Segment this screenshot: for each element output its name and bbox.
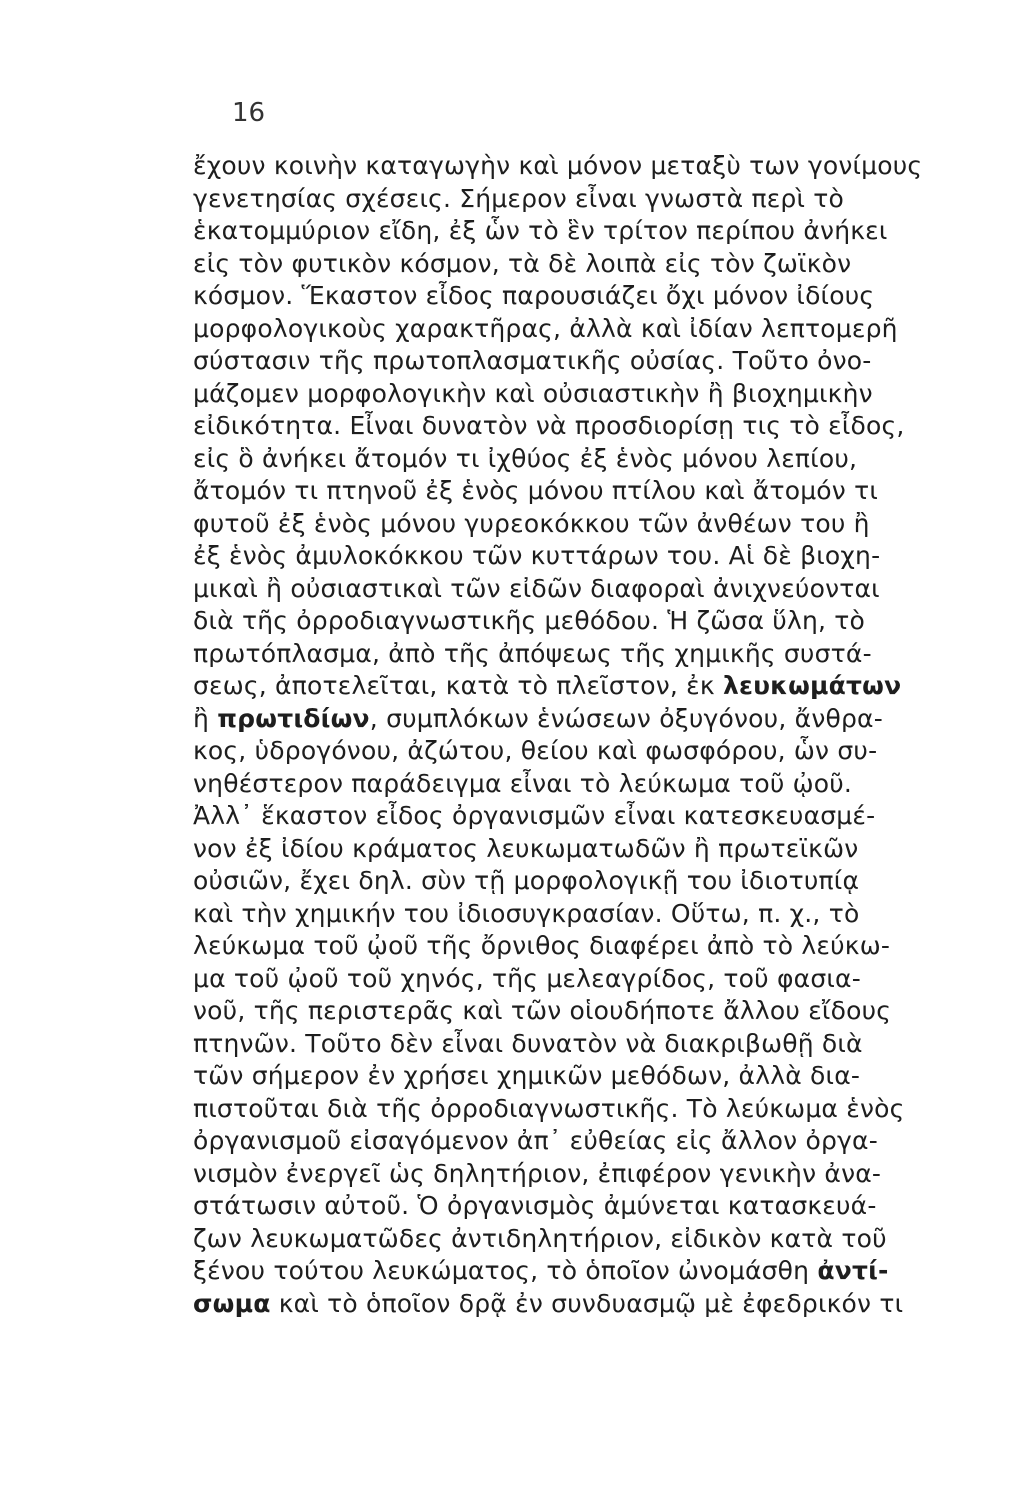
text-segment: νον ἐξ ἰδίου κράματος λευκωματωδῶν ἢ πρωτεϊκῶν bbox=[193, 833, 859, 863]
text-segment: φυτοῦ ἐξ ἑνὸς μόνου γυρεοκόκκου τῶν ἀνθέων του ἢ bbox=[193, 508, 870, 538]
text-line bbox=[193, 735, 923, 768]
text-line bbox=[193, 1190, 923, 1223]
text-line bbox=[193, 475, 923, 508]
text-segment: , συμπλόκων ἑνώσεων ὀξυγόνου, ἄνθρα- bbox=[369, 703, 883, 733]
text-line bbox=[193, 573, 923, 606]
text-line bbox=[193, 248, 923, 281]
text-segment: καὶ τὴν χημικήν του ἰδιοσυγκρασίαν. Οὕτω, π. χ., τὸ bbox=[193, 898, 860, 928]
text-segment: νοῦ, τῆς περιστερᾶς καὶ τῶν οἱουδήποτε ἄλλου εἴδους bbox=[193, 996, 892, 1025]
text-line bbox=[193, 703, 923, 736]
text-segment: διὰ τῆς ὀρροδιαγνωστικῆς μεθόδου. Ἡ ζῶσα ὕλη, τὸ bbox=[193, 606, 866, 635]
text-segment: πρωτόπλασμα, ἀπὸ τῆς ἀπόψεως τῆς χημικῆς συστά- bbox=[193, 638, 872, 668]
text-line bbox=[193, 1125, 923, 1158]
text-segment: ἄτομόν τι πτηνοῦ ἐξ ἑνὸς μόνου πτίλου καὶ ἄτομόν τι bbox=[193, 476, 879, 505]
text-segment: πτηνῶν. Τοῦτο δὲν εἶναι δυνατὸν νὰ διακριβωθῇ διὰ bbox=[193, 1028, 863, 1058]
text-segment: ἑκατομμύριον εἴδη, ἐξ ὧν τὸ ἓν τρίτον περίπου ἀνήκει bbox=[193, 216, 888, 245]
text-line bbox=[193, 1223, 923, 1256]
bold-term: ἀντί- bbox=[817, 1256, 889, 1285]
text-line bbox=[193, 963, 923, 996]
text-line bbox=[193, 768, 923, 801]
text-line bbox=[193, 1158, 923, 1191]
text-line bbox=[193, 1255, 923, 1288]
bold-term: πρωτιδίων bbox=[217, 703, 370, 733]
text-segment: σεως, ἀποτελεῖται, κατὰ τὸ πλεῖστον, ἐκ bbox=[193, 671, 723, 700]
text-segment: ζων λευκωματῶδες ἀντιδηλητήριον, εἰδικὸν κατὰ τοῦ bbox=[193, 1223, 887, 1253]
text-line bbox=[193, 443, 923, 476]
text-segment: σύστασιν τῆς πρωτοπλασματικῆς οὐσίας. Τοῦτο ὀνο- bbox=[193, 346, 872, 375]
text-line bbox=[193, 1093, 923, 1126]
text-segment: τῶν σήμερον ἐν χρήσει χημικῶν μεθόδων, ἀλλὰ δια- bbox=[193, 1061, 861, 1090]
bold-term: σωμα bbox=[193, 1288, 271, 1318]
text-line bbox=[193, 280, 923, 313]
text-line bbox=[193, 313, 923, 346]
text-line bbox=[193, 1028, 923, 1061]
text-line bbox=[193, 150, 923, 183]
text-segment: καὶ τὸ ὁποῖον δρᾷ ἐν συνδυασμῷ μὲ ἐφεδρικόν τι bbox=[270, 1288, 904, 1318]
text-line bbox=[193, 410, 923, 443]
text-segment: εἰδικότητα. Εἶναι δυνατὸν νὰ προσδιορίσῃ τις τὸ εἶδος, bbox=[193, 411, 905, 440]
text-segment: λεύκωμα τοῦ ᾠοῦ τῆς ὄρνιθος διαφέρει ἀπὸ τὸ λεύκω- bbox=[193, 931, 891, 960]
text-segment: νισμὸν ἐνεργεῖ ὡς δηλητήριον, ἐπιφέρον γενικὴν ἀνα- bbox=[193, 1158, 882, 1188]
text-segment: ἐξ ἑνὸς ἀμυλοκόκκου τῶν κυττάρων του. Αἱ δὲ βιοχη- bbox=[193, 541, 881, 570]
text-line bbox=[193, 540, 923, 573]
page-number: 16 bbox=[232, 98, 266, 128]
text-line bbox=[193, 833, 923, 866]
text-line bbox=[193, 995, 923, 1028]
text-line bbox=[193, 378, 923, 411]
text-segment: οὐσιῶν, ἔχει δηλ. σὺν τῇ μορφολογικῇ του ἰδιοτυπίᾳ bbox=[193, 866, 860, 895]
text-line bbox=[193, 670, 923, 703]
text-segment: μικαὶ ἢ οὐσιαστικαὶ τῶν εἰδῶν διαφοραὶ ἀνιχνεύονται bbox=[193, 573, 880, 603]
text-segment: στάτωσιν αὐτοῦ. Ὁ ὀργανισμὸς ἀμύνεται κατασκευά- bbox=[193, 1191, 877, 1220]
text-line bbox=[193, 638, 923, 671]
text-segment: ὀργανισμοῦ εἰσαγόμενον ἀπ᾽ εὐθείας εἰς ἄλλον ὀργα- bbox=[193, 1126, 878, 1155]
text-line bbox=[193, 1060, 923, 1093]
text-segment: εἰς ὃ ἀνήκει ἄτομόν τι ἰχθύος ἐξ ἑνὸς μόνου λεπίου, bbox=[193, 443, 858, 473]
text-segment: νηθέστερον παράδειγμα εἶναι τὸ λεύκωμα τοῦ ᾠοῦ. bbox=[193, 768, 853, 798]
text-segment: μορφολογικοὺς χαρακτῆρας, ἀλλὰ καὶ ἰδίαν λεπτομερῆ bbox=[193, 313, 898, 343]
text-segment: ξένου τούτου λευκώματος, τὸ ὁποῖον ὠνομάσθη bbox=[193, 1256, 818, 1285]
text-line bbox=[193, 183, 923, 216]
text-line bbox=[193, 865, 923, 898]
body-text bbox=[193, 150, 923, 1320]
text-segment: ἔχουν κοινὴν καταγωγὴν καὶ μόνον μεταξὺ των γονίμους bbox=[193, 151, 923, 180]
text-segment: γενετησίας σχέσεις. Σήμερον εἶναι γνωστὰ περὶ τὸ bbox=[193, 183, 845, 213]
bold-term: λευκωμάτων bbox=[722, 671, 902, 700]
text-segment: εἰς τὸν φυτικὸν κόσμον, τὰ δὲ λοιπὰ εἰς τὸν ζωϊκὸν bbox=[193, 248, 852, 278]
text-line bbox=[193, 345, 923, 378]
text-line bbox=[193, 898, 923, 931]
text-line bbox=[193, 508, 923, 541]
text-segment: Ἀλλ᾽ ἕκαστον εἶδος ὀργανισμῶν εἶναι κατεσκευασμέ- bbox=[193, 801, 876, 830]
text-line bbox=[193, 800, 923, 833]
text-line bbox=[193, 215, 923, 248]
text-segment: ἢ bbox=[193, 703, 218, 733]
text-line bbox=[193, 1288, 923, 1321]
text-line bbox=[193, 605, 923, 638]
text-segment: μα τοῦ ᾠοῦ τοῦ χηνός, τῆς μελεαγρίδος, τοῦ φασια- bbox=[193, 963, 861, 993]
text-segment: μάζομεν μορφολογικὴν καὶ οὐσιαστικὴν ἢ βιοχημικὴν bbox=[193, 378, 873, 408]
text-segment: κόσμον. Ἕκαστον εἶδος παρουσιάζει ὄχι μόνον ἰδίους bbox=[193, 281, 875, 310]
text-segment: κος, ὑδρογόνου, ἀζώτου, θείου καὶ φωσφόρου, ὧν συ- bbox=[193, 736, 878, 765]
text-line bbox=[193, 930, 923, 963]
text-segment: πιστοῦται διὰ τῆς ὀρροδιαγνωστικῆς. Τὸ λεύκωμα ἑνὸς bbox=[193, 1093, 905, 1123]
